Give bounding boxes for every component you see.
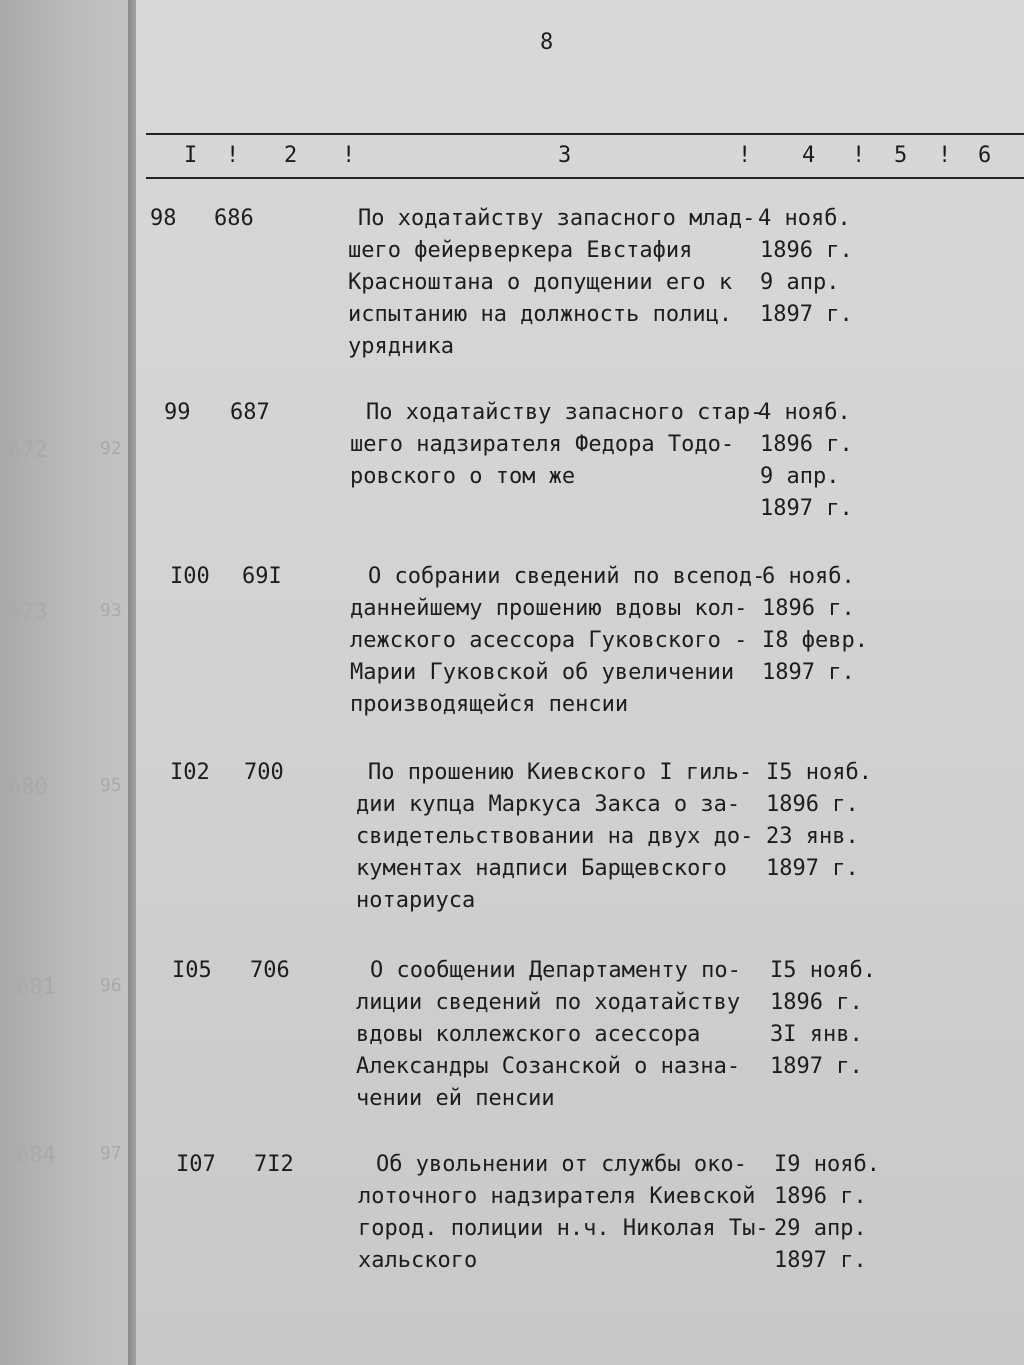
col-separator: ! <box>226 143 240 168</box>
description-line: свидетельствовании на двух до- <box>356 824 754 849</box>
col-separator: ! <box>852 143 866 168</box>
description-line: О сообщении Департаменту по- <box>370 958 741 983</box>
bleed-number: 672 <box>8 438 48 463</box>
col-4-label: 4 <box>802 143 816 168</box>
col-separator: ! <box>938 143 952 168</box>
date-end-year: 1897 г. <box>762 660 855 685</box>
col-1-label: I <box>184 143 198 168</box>
bleed-number: 673 <box>8 600 48 625</box>
bleed-number: 684 <box>16 1143 56 1168</box>
date-start: 4 нояб. <box>758 400 851 425</box>
description-line: Марии Гуковской об увеличении <box>350 660 735 685</box>
date-start-year: 1896 г. <box>766 792 859 817</box>
date-start: I9 нояб. <box>774 1152 880 1177</box>
description-line: шего надзирателя Федора Тодо- <box>350 432 735 457</box>
date-start: I5 нояб. <box>766 760 872 785</box>
date-start-year: 1896 г. <box>762 596 855 621</box>
date-start-year: 1896 г. <box>770 990 863 1015</box>
date-start: 4 нояб. <box>758 206 851 231</box>
bleed-number: 95 <box>100 775 122 796</box>
description-line: урядника <box>348 334 454 359</box>
col-3-label: 3 <box>558 143 572 168</box>
row-number: I00 <box>170 564 210 589</box>
date-start: I5 нояб. <box>770 958 876 983</box>
date-end-year: 1897 г. <box>774 1248 867 1273</box>
case-number: 686 <box>214 206 254 231</box>
bleed-number: 93 <box>100 600 122 621</box>
description-line: кументах надписи Барщевского <box>356 856 727 881</box>
description-line: производящейся пенсии <box>350 692 629 717</box>
description-line: чении ей пенсии <box>356 1086 555 1111</box>
description-line: лежского асессора Гуковского - <box>350 628 748 653</box>
header-rule-bottom <box>146 177 1024 179</box>
description-line: дии купца Маркуса Закса о за- <box>356 792 741 817</box>
row-number: 98 <box>150 206 177 231</box>
description-line: город. полиции н.ч. Николая Ты- <box>358 1216 769 1241</box>
date-end-year: 1897 г. <box>766 856 859 881</box>
col-2-label: 2 <box>284 143 298 168</box>
row-number: I02 <box>170 760 210 785</box>
header-rule-top <box>146 133 1024 135</box>
col-6-label: 6 <box>978 143 992 168</box>
col-separator: ! <box>342 143 356 168</box>
col-5-label: 5 <box>894 143 908 168</box>
bleed-number: 96 <box>100 975 122 996</box>
description-line: вдовы коллежского асессора <box>356 1022 701 1047</box>
description-line: даннейшему прошению вдовы кол- <box>350 596 748 621</box>
description-line: испытанию на должность полиц. <box>348 302 733 327</box>
description-line: О собрании сведений по всепод- <box>368 564 766 589</box>
description-line: По ходатайству запасного млад- <box>358 206 756 231</box>
date-start: 6 нояб. <box>762 564 855 589</box>
bleed-number: 97 <box>100 1143 122 1164</box>
case-number: 700 <box>244 760 284 785</box>
bleed-number: 92 <box>100 438 122 459</box>
col-separator: ! <box>738 143 752 168</box>
date-end-year: 1897 г. <box>770 1054 863 1079</box>
date-end: 23 янв. <box>766 824 859 849</box>
description-line: Красноштана о допущении его к <box>348 270 733 295</box>
case-number: 7I2 <box>254 1152 294 1177</box>
date-end: 29 апр. <box>774 1216 867 1241</box>
bleed-number: 681 <box>16 975 56 1000</box>
description-line: Александры Созанской о назна- <box>356 1054 741 1079</box>
previous-page-edge <box>0 0 140 1365</box>
date-end: I8 февр. <box>762 628 868 653</box>
description-line: По ходатайству запасного стар- <box>366 400 764 425</box>
row-number: 99 <box>164 400 191 425</box>
date-end-year: 1897 г. <box>760 496 853 521</box>
case-number: 69I <box>242 564 282 589</box>
description-line: лиции сведений по ходатайству <box>356 990 741 1015</box>
page-number: 8 <box>540 30 554 55</box>
description-line: шего фейерверкера Евстафия <box>348 238 693 263</box>
description-line: По прошению Киевского I гиль- <box>368 760 753 785</box>
date-start-year: 1896 г. <box>760 432 853 457</box>
description-line: ровского о том же <box>350 464 576 489</box>
date-start-year: 1896 г. <box>760 238 853 263</box>
date-end: 9 апр. <box>760 464 840 489</box>
row-number: I05 <box>172 958 212 983</box>
case-number: 687 <box>230 400 270 425</box>
bleed-number: 680 <box>8 775 48 800</box>
description-line: хальского <box>358 1248 478 1273</box>
date-start-year: 1896 г. <box>774 1184 867 1209</box>
description-line: лоточного надзирателя Киевской <box>358 1184 756 1209</box>
row-number: I07 <box>176 1152 216 1177</box>
case-number: 706 <box>250 958 290 983</box>
date-end: 3I янв. <box>770 1022 863 1047</box>
date-end-year: 1897 г. <box>760 302 853 327</box>
date-end: 9 апр. <box>760 270 840 295</box>
description-line: нотариуса <box>356 888 476 913</box>
description-line: Об увольнении от службы око- <box>376 1152 747 1177</box>
